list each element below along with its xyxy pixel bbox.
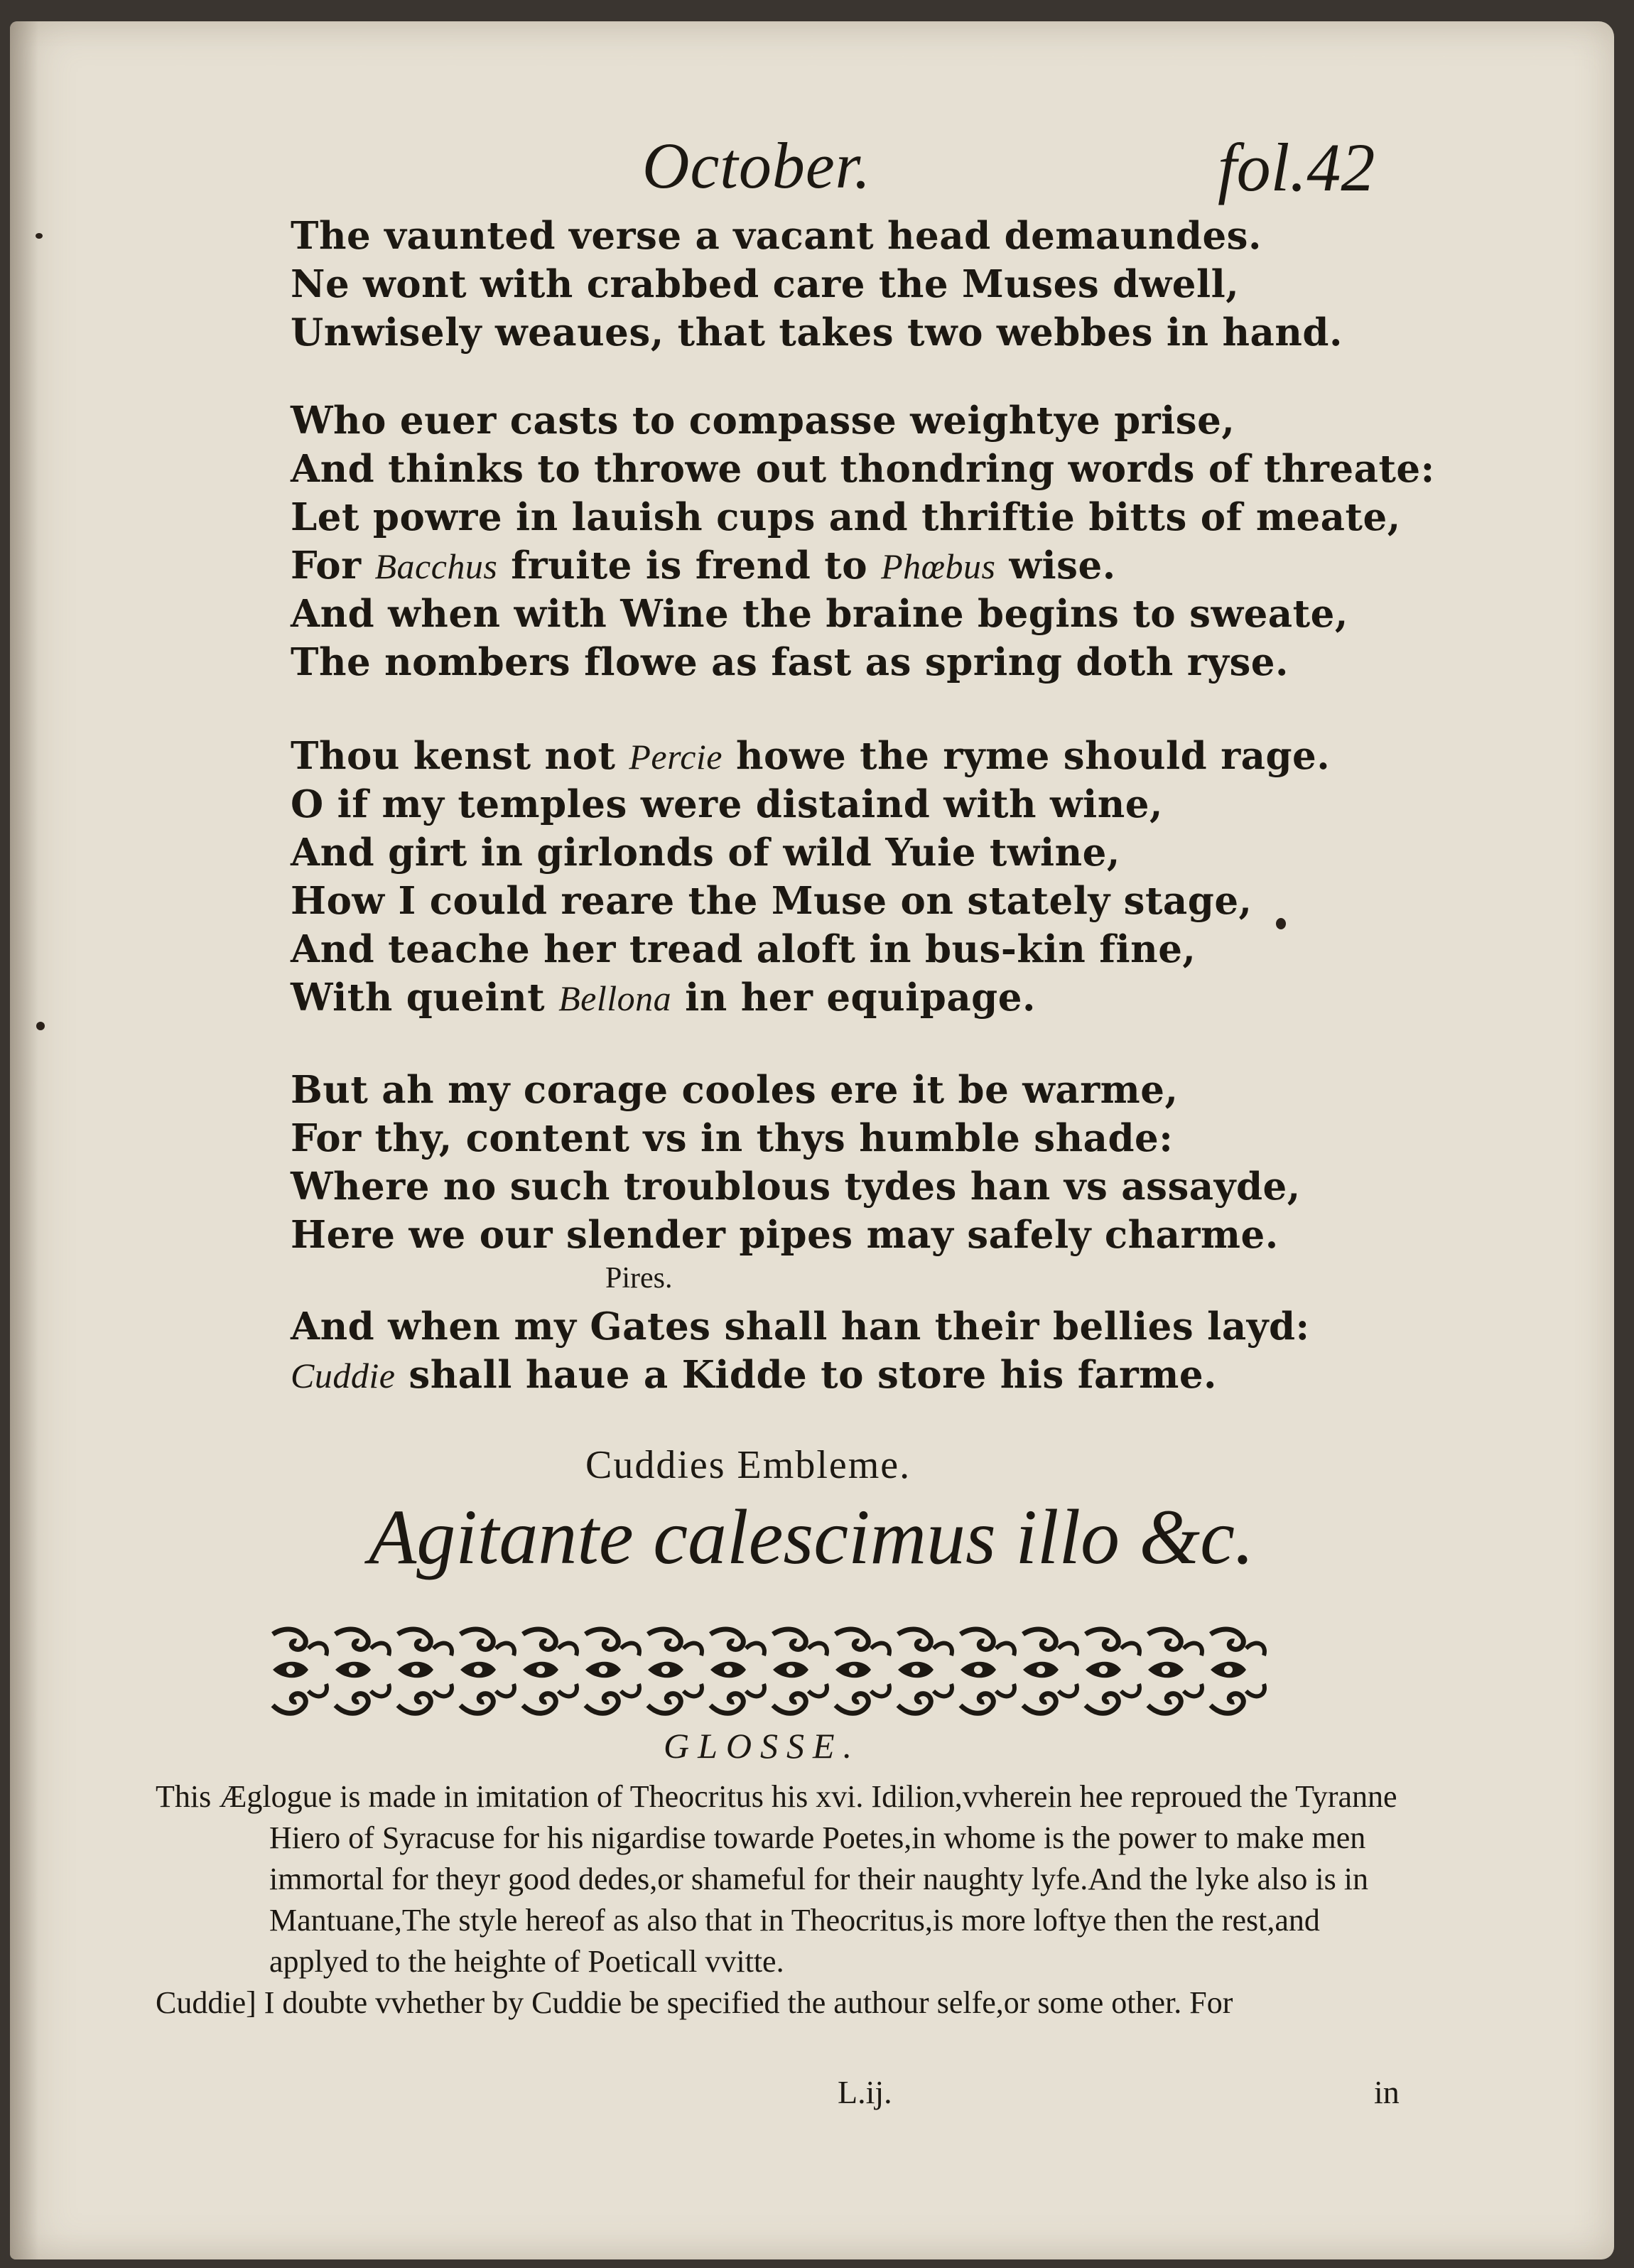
verse-line-mixed xyxy=(291,1351,1310,1399)
ink-spot xyxy=(36,233,43,239)
running-title: October. xyxy=(642,129,872,202)
verse-line: Unwisely weaues, that takes two webbes in hand. xyxy=(291,310,1343,355)
verse-line: And girt in girlonds of wild Yuie twine, xyxy=(291,831,1120,875)
verse-line: How I could reare the Muse on stately stage, xyxy=(291,879,1252,923)
verse-line: But ah my corage cooles ere it be warme, xyxy=(291,1068,1179,1112)
text-run: fruite is frend to xyxy=(497,544,882,588)
text-run: For xyxy=(291,544,375,588)
stanza-3 xyxy=(291,732,1330,1022)
emblem-motto: Agitante calescimus illo &c. xyxy=(369,1494,1255,1580)
ink-spot xyxy=(1276,918,1286,929)
text-run: shall haue a Kidde to store his farme. xyxy=(395,1353,1218,1397)
proper-name: Cuddie xyxy=(291,1356,396,1395)
text-run: howe the ryme should rage. xyxy=(723,734,1331,778)
verse-line: And teache her tread aloft in bus-kin fine, xyxy=(291,927,1196,971)
text-run: Thou kenst not xyxy=(291,734,629,778)
catchword: in xyxy=(1374,2074,1400,2110)
folio-number: fol.42 xyxy=(1218,129,1375,205)
gloss-body xyxy=(156,1776,1420,2024)
text-run: in her equipage. xyxy=(671,976,1036,1020)
text-run: With queint xyxy=(291,976,559,1020)
gloss-title: GLOSSE. xyxy=(664,1726,861,1766)
verse-line: Where no such troublous tydes han vs assayde, xyxy=(291,1165,1301,1209)
verse-line: Who euer casts to compasse weightye prise, xyxy=(291,399,1235,443)
verse-line-mixed xyxy=(291,732,1330,780)
verse-line: O if my temples were distaind with wine, xyxy=(291,782,1163,826)
ink-spot xyxy=(36,1022,45,1030)
proper-name: Bellona xyxy=(558,978,672,1018)
verse-line-mixed xyxy=(291,541,1435,590)
page-gutter-shadow xyxy=(10,21,38,2259)
verse-line-mixed xyxy=(291,973,1330,1022)
verse-line: And when my Gates shall han their bellies layd: xyxy=(291,1305,1310,1349)
verse-line: For thy, content vs in thys humble shade: xyxy=(291,1116,1174,1160)
closing-lines xyxy=(291,1302,1310,1399)
stanza-2 xyxy=(291,396,1435,686)
proper-name: Bacchus xyxy=(374,546,498,586)
text-run: wise. xyxy=(995,544,1116,588)
book-page xyxy=(10,21,1614,2259)
emblem-heading: Cuddies Embleme. xyxy=(585,1443,911,1487)
gloss-entry: This Æglogue is made in imitation of Theocritus his xvi. Idilion,vvherein hee reproued the Tyranne Hiero of Syracuse for his nigardise towarde Poetes,in whome is the power to make men immortal for theyr good dedes,or shameful for their naughty lyfe.And the lyke also is in Mantuane,The style hereof as also that in Theocritus,is more loftye then the rest,and applyed to the heighte of Poeticall vvitte. xyxy=(156,1779,1397,1979)
verse-line: Here we our slender pipes may safely charme. xyxy=(291,1213,1279,1257)
verse-line: Let powre in lauish cups and thriftie bitts of meate, xyxy=(291,495,1401,539)
verse-line: Ne wont with crabbed care the Muses dwell, xyxy=(291,262,1240,306)
printers-ornament-band xyxy=(269,1616,1299,1730)
stanza-1 xyxy=(291,212,1343,357)
verse-line: The nombers flowe as fast as spring doth ryse. xyxy=(291,640,1289,684)
verse-line: And thinks to throwe out thondring words of threate: xyxy=(291,447,1435,491)
gloss-entry: Cuddie] I doubte vvhether by Cuddie be specified the authour selfe,or some other. For xyxy=(156,1985,1233,2020)
verse-line: The vaunted verse a vacant head demaundes. xyxy=(291,214,1262,258)
signature-mark: L.ij. xyxy=(838,2074,892,2110)
verse-line: And when with Wine the braine begins to sweate, xyxy=(291,592,1348,636)
proper-name: Phœbus xyxy=(881,546,996,586)
speaker-name: Pires. xyxy=(605,1262,673,1295)
proper-name: Percie xyxy=(629,737,723,777)
stanza-4 xyxy=(291,1066,1301,1259)
